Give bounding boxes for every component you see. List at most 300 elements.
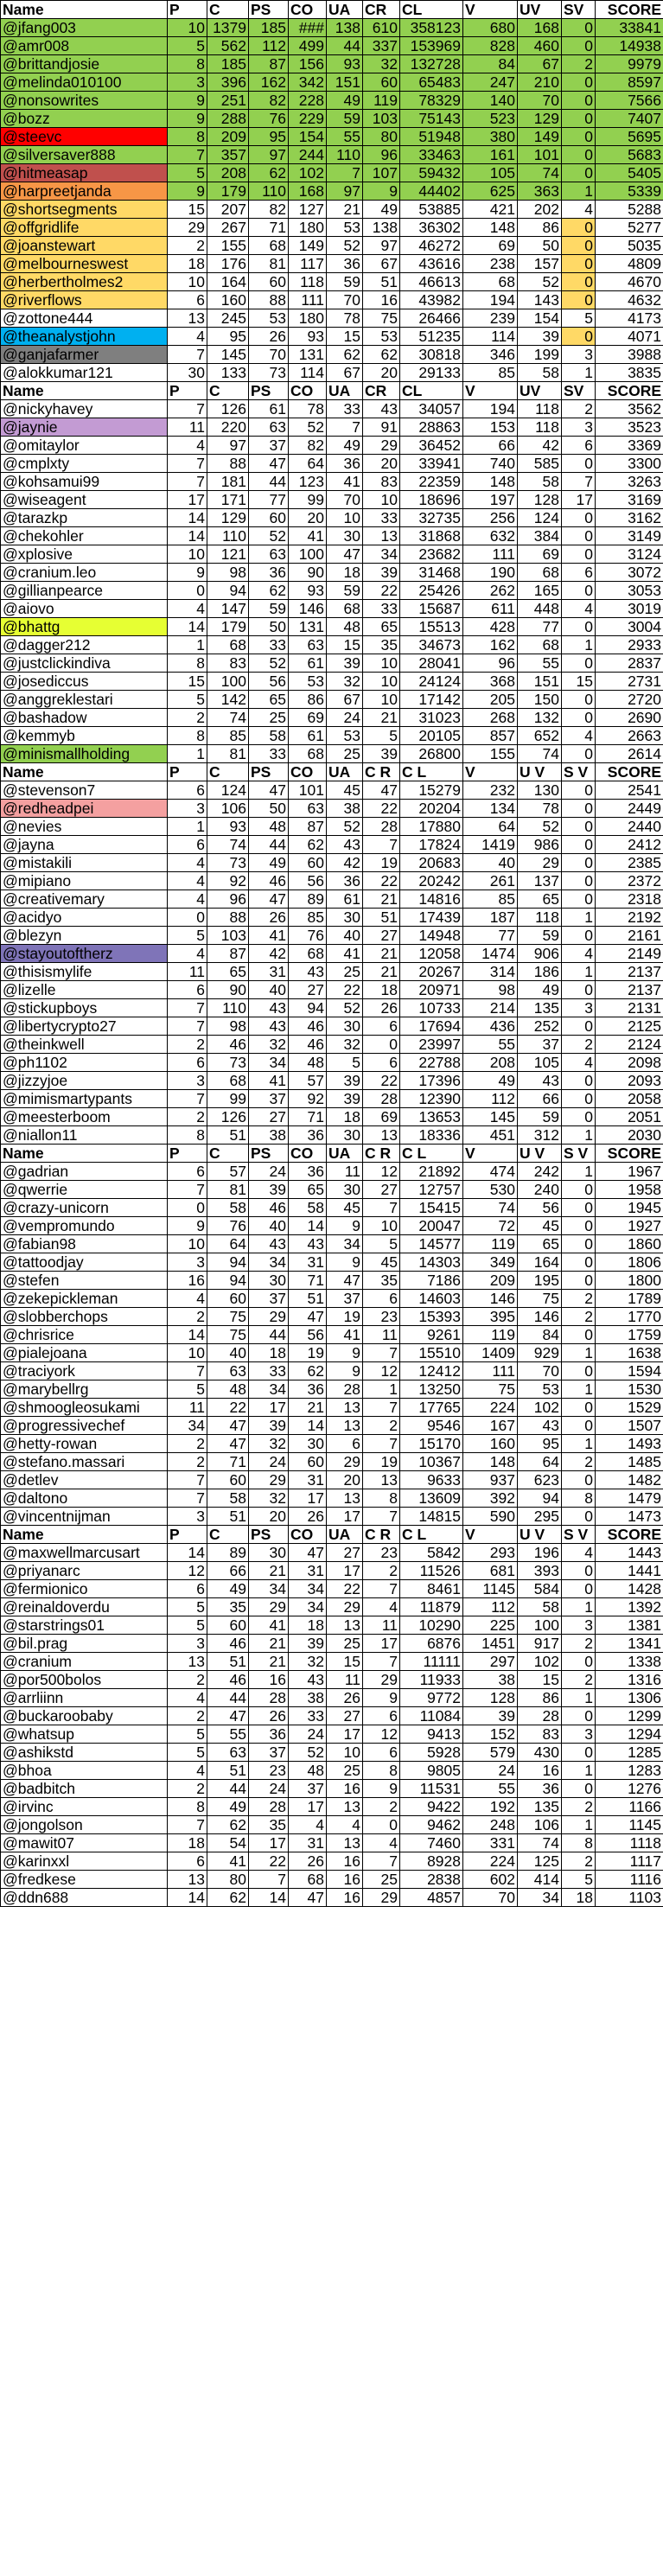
co-cell: 149 — [289, 237, 327, 255]
v-cell: 523 — [463, 110, 518, 128]
table-row — [1, 1489, 663, 1508]
ps-cell: 40 — [249, 1217, 289, 1235]
cl-cell: 17142 — [400, 691, 463, 709]
uv-cell: 917 — [518, 1635, 562, 1653]
sv-cell: 1 — [562, 364, 596, 382]
score-cell: 2030 — [596, 1126, 663, 1145]
v-cell: 248 — [463, 1816, 518, 1834]
column-header: SCORE — [596, 382, 663, 400]
cl-cell: 30818 — [400, 346, 463, 364]
cr-cell: 7 — [363, 1344, 400, 1362]
v-cell: 140 — [463, 92, 518, 110]
c-cell: 75 — [207, 1326, 249, 1344]
cl-cell: 17880 — [400, 818, 463, 836]
ps-cell: 21 — [249, 1635, 289, 1653]
v-cell: 224 — [463, 1399, 518, 1417]
sv-cell: 0 — [562, 872, 596, 890]
v-cell: 39 — [463, 1707, 518, 1725]
v-cell: 55 — [463, 1036, 518, 1054]
username-cell: @detlev — [1, 1471, 168, 1489]
cl-cell: 14815 — [400, 1508, 463, 1526]
ua-cell: 16 — [327, 1852, 363, 1871]
c-cell: 63 — [207, 1744, 249, 1762]
table-row — [1, 1253, 663, 1272]
v-cell: 49 — [463, 1072, 518, 1090]
table-row — [1, 1834, 663, 1852]
column-header: P — [168, 382, 207, 400]
co-cell: 118 — [289, 273, 327, 291]
sv-cell: 0 — [562, 1108, 596, 1126]
ua-cell: 59 — [327, 273, 363, 291]
username-cell: @melbourneswest — [1, 255, 168, 273]
p-cell: 12 — [168, 1562, 207, 1580]
p-cell: 9 — [168, 92, 207, 110]
cr-cell: 53 — [363, 328, 400, 346]
sv-cell: 0 — [562, 1417, 596, 1435]
column-header: CO — [289, 382, 327, 400]
co-cell: 56 — [289, 1326, 327, 1344]
ua-cell: 49 — [327, 437, 363, 455]
ps-cell: 77 — [249, 491, 289, 509]
p-cell: 15 — [168, 673, 207, 691]
ua-cell: 22 — [327, 981, 363, 999]
uv-cell: 65 — [518, 890, 562, 909]
c-cell: 57 — [207, 1163, 249, 1181]
cr-cell: 65 — [363, 618, 400, 636]
cl-cell: 36302 — [400, 219, 463, 237]
sv-cell: 0 — [562, 255, 596, 273]
cr-cell: 96 — [363, 146, 400, 164]
column-header: C — [207, 763, 249, 781]
c-cell: 121 — [207, 545, 249, 564]
sv-cell: 0 — [562, 146, 596, 164]
ps-cell: 24 — [249, 1163, 289, 1181]
ua-cell: 18 — [327, 564, 363, 582]
table-row — [1, 346, 663, 364]
p-cell: 10 — [168, 1235, 207, 1253]
co-cell: 156 — [289, 55, 327, 73]
c-cell: 181 — [207, 473, 249, 491]
username-cell: @zekepickleman — [1, 1290, 168, 1308]
p-cell: 4 — [168, 890, 207, 909]
ua-cell: 48 — [327, 618, 363, 636]
username-cell: @mawit07 — [1, 1834, 168, 1852]
v-cell: 152 — [463, 1725, 518, 1744]
uv-cell: 384 — [518, 527, 562, 545]
score-cell: 1638 — [596, 1344, 663, 1362]
table-row — [1, 1544, 663, 1562]
sv-cell: 0 — [562, 781, 596, 800]
ua-cell: 30 — [327, 527, 363, 545]
p-cell: 9 — [168, 1217, 207, 1235]
uv-cell: 157 — [518, 255, 562, 273]
ps-cell: 16 — [249, 1671, 289, 1689]
c-cell: 74 — [207, 709, 249, 727]
sv-cell: 2 — [562, 1290, 596, 1308]
v-cell: 395 — [463, 1308, 518, 1326]
c-cell: 95 — [207, 328, 249, 346]
ua-cell: 6 — [327, 1435, 363, 1453]
v-cell: 428 — [463, 618, 518, 636]
column-header: V — [463, 1526, 518, 1544]
ua-cell: 47 — [327, 545, 363, 564]
ps-cell: 42 — [249, 945, 289, 963]
score-cell: 2125 — [596, 1017, 663, 1036]
cl-cell: 22788 — [400, 1054, 463, 1072]
p-cell: 9 — [168, 564, 207, 582]
cl-cell: 23682 — [400, 545, 463, 564]
sv-cell: 0 — [562, 19, 596, 37]
c-cell: 49 — [207, 1798, 249, 1816]
username-cell: @badbitch — [1, 1780, 168, 1798]
username-cell: @thisismylife — [1, 963, 168, 981]
co-cell: 33 — [289, 1707, 327, 1725]
cr-cell: 39 — [363, 564, 400, 582]
v-cell: 681 — [463, 1562, 518, 1580]
score-cell: 2131 — [596, 999, 663, 1017]
score-cell: 2051 — [596, 1108, 663, 1126]
uv-cell: 64 — [518, 1453, 562, 1471]
cl-cell: 153969 — [400, 37, 463, 55]
column-header: C L — [400, 1145, 463, 1163]
co-cell: 34 — [289, 1580, 327, 1598]
cr-cell: 19 — [363, 1453, 400, 1471]
ua-cell: 39 — [327, 654, 363, 673]
table-row — [1, 1780, 663, 1798]
ua-cell: 61 — [327, 890, 363, 909]
p-cell: 5 — [168, 1744, 207, 1762]
sv-cell: 0 — [562, 836, 596, 854]
username-cell: @maxwellmarcusart — [1, 1544, 168, 1562]
column-header: C — [207, 1, 249, 19]
co-cell: 101 — [289, 781, 327, 800]
score-cell: 1493 — [596, 1435, 663, 1453]
p-cell: 5 — [168, 37, 207, 55]
column-header: PS — [249, 382, 289, 400]
cr-cell: 2 — [363, 1562, 400, 1580]
cl-cell: 23997 — [400, 1036, 463, 1054]
cl-cell: 132728 — [400, 55, 463, 73]
v-cell: 392 — [463, 1489, 518, 1508]
username-cell: @jaynie — [1, 418, 168, 437]
co-cell: 48 — [289, 1762, 327, 1780]
ua-cell: 10 — [327, 1744, 363, 1762]
score-cell: 2058 — [596, 1090, 663, 1108]
ps-cell: 47 — [249, 455, 289, 473]
cr-cell: 12 — [363, 1725, 400, 1744]
cl-cell: 46613 — [400, 273, 463, 291]
table-row — [1, 636, 663, 654]
sv-cell: 0 — [562, 219, 596, 237]
table-row — [1, 1580, 663, 1598]
table-row — [1, 709, 663, 727]
uv-cell: 295 — [518, 1508, 562, 1526]
cr-cell: 20 — [363, 364, 400, 382]
ua-cell: 59 — [327, 582, 363, 600]
column-header: UV — [518, 382, 562, 400]
v-cell: 262 — [463, 582, 518, 600]
sv-cell: 6 — [562, 437, 596, 455]
username-cell: @nevies — [1, 818, 168, 836]
ua-cell: 151 — [327, 73, 363, 92]
v-cell: 214 — [463, 999, 518, 1017]
v-cell: 105 — [463, 164, 518, 182]
ps-cell: 62 — [249, 164, 289, 182]
v-cell: 98 — [463, 981, 518, 999]
cr-cell: 29 — [363, 437, 400, 455]
username-cell: @melinda010100 — [1, 73, 168, 92]
table-row — [1, 890, 663, 909]
username-cell: @kemmyb — [1, 727, 168, 745]
uv-cell: 68 — [518, 564, 562, 582]
table-row — [1, 673, 663, 691]
co-cell: 48 — [289, 1054, 327, 1072]
cl-cell: 65483 — [400, 73, 463, 92]
v-cell: 1409 — [463, 1344, 518, 1362]
column-header: C — [207, 1526, 249, 1544]
v-cell: 111 — [463, 1362, 518, 1380]
sv-cell: 0 — [562, 618, 596, 636]
cr-cell: 7 — [363, 1399, 400, 1417]
table-row — [1, 1217, 663, 1235]
uv-cell: 94 — [518, 1489, 562, 1508]
cr-cell: 21 — [363, 963, 400, 981]
sv-cell: 0 — [562, 981, 596, 999]
c-cell: 68 — [207, 1072, 249, 1090]
cl-cell: 17824 — [400, 836, 463, 854]
username-cell: @harpreetjanda — [1, 182, 168, 201]
cl-cell: 15513 — [400, 618, 463, 636]
username-cell: @theanalystjohn — [1, 328, 168, 346]
co-cell: 36 — [289, 1126, 327, 1145]
c-cell: 47 — [207, 1417, 249, 1435]
score-cell: 1341 — [596, 1635, 663, 1653]
p-cell: 4 — [168, 437, 207, 455]
score-cell: 3300 — [596, 455, 663, 473]
column-header: CL — [400, 1, 463, 19]
p-cell: 6 — [168, 836, 207, 854]
table-row — [1, 1725, 663, 1744]
score-cell: 1945 — [596, 1199, 663, 1217]
username-cell: @lizelle — [1, 981, 168, 999]
ps-cell: 88 — [249, 291, 289, 309]
cr-cell: 60 — [363, 73, 400, 92]
co-cell: 154 — [289, 128, 327, 146]
c-cell: 64 — [207, 1235, 249, 1253]
uv-cell: 39 — [518, 328, 562, 346]
sv-cell: 0 — [562, 1017, 596, 1036]
cl-cell: 17439 — [400, 909, 463, 927]
username-cell: @bhoa — [1, 1762, 168, 1780]
table-row — [1, 545, 663, 564]
c-cell: 80 — [207, 1871, 249, 1889]
p-cell: 3 — [168, 1508, 207, 1526]
uv-cell: 102 — [518, 1653, 562, 1671]
cl-cell: 18336 — [400, 1126, 463, 1145]
cr-cell: 5 — [363, 727, 400, 745]
uv-cell: 105 — [518, 1054, 562, 1072]
c-cell: 49 — [207, 1580, 249, 1598]
username-cell: @anggreklestari — [1, 691, 168, 709]
table-row — [1, 600, 663, 618]
p-cell: 9 — [168, 110, 207, 128]
username-cell: @silversaver888 — [1, 146, 168, 164]
username-cell: @ddn688 — [1, 1889, 168, 1907]
score-cell: 2137 — [596, 981, 663, 999]
p-cell: 7 — [168, 1489, 207, 1508]
cl-cell: 12058 — [400, 945, 463, 963]
sv-cell: 3 — [562, 1616, 596, 1635]
co-cell: 52 — [289, 1744, 327, 1762]
co-cell: 47 — [289, 1889, 327, 1907]
table-row — [1, 491, 663, 509]
v-cell: 611 — [463, 600, 518, 618]
cr-cell: 75 — [363, 309, 400, 328]
table-row — [1, 1362, 663, 1380]
c-cell: 65 — [207, 963, 249, 981]
co-cell: 32 — [289, 1653, 327, 1671]
cr-cell: 23 — [363, 1544, 400, 1562]
sv-cell: 0 — [562, 582, 596, 600]
score-cell: 2837 — [596, 654, 663, 673]
username-cell: @slobberchops — [1, 1308, 168, 1326]
username-cell: @buckaroobaby — [1, 1707, 168, 1725]
p-cell: 5 — [168, 1725, 207, 1744]
cr-cell: 6 — [363, 1054, 400, 1072]
uv-cell: 84 — [518, 1326, 562, 1344]
score-cell: 4071 — [596, 328, 663, 346]
score-cell: 2449 — [596, 800, 663, 818]
v-cell: 208 — [463, 1054, 518, 1072]
sv-cell: 0 — [562, 128, 596, 146]
ps-cell: 81 — [249, 255, 289, 273]
column-header: SCORE — [596, 1526, 663, 1544]
column-header: C L — [400, 1526, 463, 1544]
uv-cell: 135 — [518, 999, 562, 1017]
co-cell: 52 — [289, 418, 327, 437]
ps-cell: 41 — [249, 1616, 289, 1635]
uv-cell: 37 — [518, 1036, 562, 1054]
ps-cell: 40 — [249, 981, 289, 999]
sv-cell: 0 — [562, 1362, 596, 1380]
ua-cell: 30 — [327, 1181, 363, 1199]
table-row — [1, 1689, 663, 1707]
co-cell: 100 — [289, 545, 327, 564]
cr-cell: 43 — [363, 400, 400, 418]
p-cell: 1 — [168, 745, 207, 763]
ps-cell: 44 — [249, 836, 289, 854]
c-cell: 147 — [207, 600, 249, 618]
username-cell: @ph1102 — [1, 1054, 168, 1072]
co-cell: 19 — [289, 1344, 327, 1362]
co-cell: 17 — [289, 1798, 327, 1816]
cr-cell: 10 — [363, 1217, 400, 1235]
c-cell: 106 — [207, 800, 249, 818]
cl-cell: 13250 — [400, 1380, 463, 1399]
cr-cell: 17 — [363, 1635, 400, 1653]
v-cell: 190 — [463, 564, 518, 582]
cl-cell: 44402 — [400, 182, 463, 201]
table-row — [1, 1653, 663, 1671]
column-header: SCORE — [596, 763, 663, 781]
ua-cell: 28 — [327, 1380, 363, 1399]
cl-cell: 358123 — [400, 19, 463, 37]
table-row — [1, 1054, 663, 1072]
uv-cell: 199 — [518, 346, 562, 364]
table-row — [1, 781, 663, 800]
ua-cell: 13 — [327, 1834, 363, 1852]
v-cell: 314 — [463, 963, 518, 981]
sv-cell: 0 — [562, 1744, 596, 1762]
uv-cell: 165 — [518, 582, 562, 600]
ua-cell: 110 — [327, 146, 363, 164]
c-cell: 98 — [207, 1017, 249, 1036]
v-cell: 155 — [463, 745, 518, 763]
score-cell: 1927 — [596, 1217, 663, 1235]
ps-cell: 30 — [249, 1272, 289, 1290]
username-cell: @traciyork — [1, 1362, 168, 1380]
cr-cell: 80 — [363, 128, 400, 146]
v-cell: 64 — [463, 818, 518, 836]
sv-cell: 0 — [562, 545, 596, 564]
p-cell: 7 — [168, 1362, 207, 1380]
table-row — [1, 1598, 663, 1616]
v-cell: 69 — [463, 237, 518, 255]
c-cell: 88 — [207, 455, 249, 473]
table-row — [1, 927, 663, 945]
v-cell: 96 — [463, 654, 518, 673]
column-header: UA — [327, 1145, 363, 1163]
p-cell: 6 — [168, 1580, 207, 1598]
ua-cell: 30 — [327, 909, 363, 927]
ps-cell: 26 — [249, 909, 289, 927]
ua-cell: 13 — [327, 1489, 363, 1508]
cr-cell: 91 — [363, 418, 400, 437]
v-cell: 937 — [463, 1471, 518, 1489]
p-cell: 13 — [168, 1653, 207, 1671]
score-cell: 4632 — [596, 291, 663, 309]
table-row — [1, 1816, 663, 1834]
score-cell: 1485 — [596, 1453, 663, 1471]
sv-cell: 1 — [562, 1344, 596, 1362]
co-cell: 43 — [289, 1671, 327, 1689]
uv-cell: 143 — [518, 291, 562, 309]
ps-cell: 68 — [249, 237, 289, 255]
score-cell: 3835 — [596, 364, 663, 382]
co-cell: 102 — [289, 164, 327, 182]
cr-cell: 6 — [363, 1744, 400, 1762]
p-cell: 2 — [168, 1108, 207, 1126]
column-header: SV — [562, 1, 596, 19]
c-cell: 71 — [207, 1453, 249, 1471]
score-cell: 1530 — [596, 1380, 663, 1399]
uv-cell: 135 — [518, 1798, 562, 1816]
ps-cell: 17 — [249, 1399, 289, 1417]
c-cell: 99 — [207, 1090, 249, 1108]
ps-cell: 33 — [249, 636, 289, 654]
ps-cell: 21 — [249, 1562, 289, 1580]
sv-cell: 1 — [562, 1598, 596, 1616]
column-header: Name — [1, 1526, 168, 1544]
c-cell: 94 — [207, 582, 249, 600]
co-cell: 53 — [289, 673, 327, 691]
column-header: S V — [562, 1526, 596, 1544]
co-cell: 127 — [289, 201, 327, 219]
p-cell: 15 — [168, 201, 207, 219]
co-cell: 37 — [289, 1780, 327, 1798]
uv-cell: 101 — [518, 146, 562, 164]
ua-cell: 18 — [327, 1108, 363, 1126]
